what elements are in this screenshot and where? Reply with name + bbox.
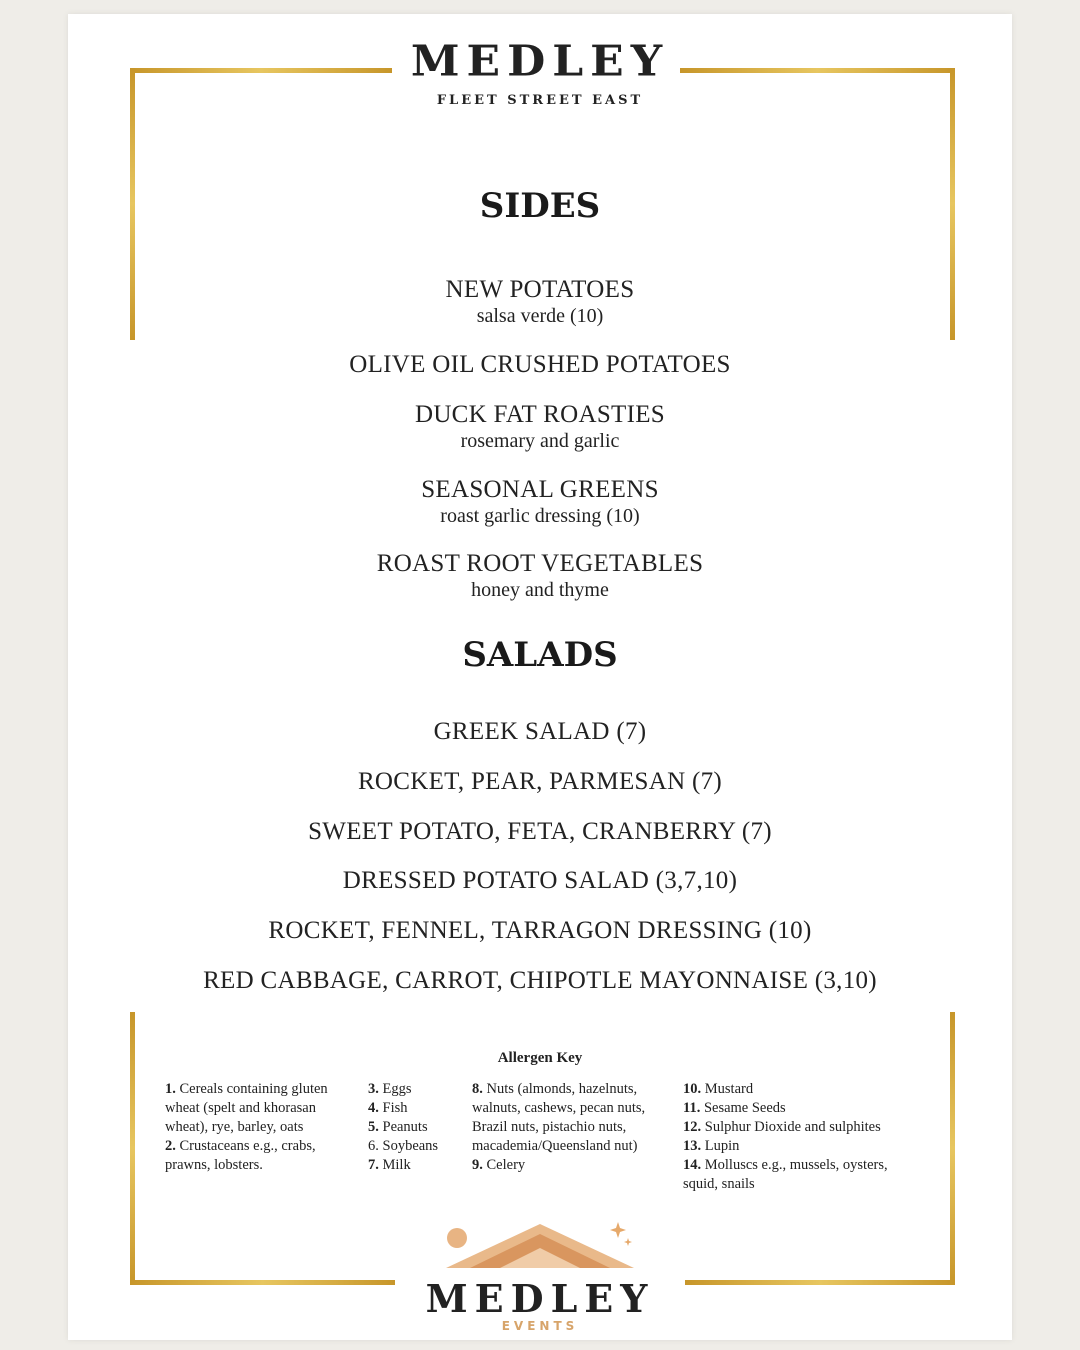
menu-item — [0, 276, 1080, 328]
allergen-col-2 — [368, 1080, 468, 1175]
item-name: SEASONAL GREENS — [421, 476, 659, 503]
mountain-sun-icon — [440, 1216, 640, 1274]
item-desc: roast garlic dressing (10) — [440, 505, 640, 527]
header-logo — [0, 36, 1080, 108]
menu-item — [0, 818, 1080, 846]
allergen-line: 5. Peanuts — [368, 1119, 428, 1135]
allergen-line: 7. Milk — [368, 1157, 411, 1173]
menu-item — [0, 401, 1080, 453]
allergen-line: 1. Cereals containing gluten — [165, 1081, 328, 1097]
allergen-line: wheat (spelt and khorasan — [165, 1100, 316, 1116]
item-desc: honey and thyme — [471, 579, 609, 601]
allergen-line: 9. Celery — [472, 1157, 526, 1173]
menu-item — [0, 917, 1080, 945]
menu-item — [0, 867, 1080, 895]
allergen-line: 3. Eggs — [368, 1081, 412, 1097]
allergen-key-title: Allergen Key — [497, 1050, 583, 1066]
menu-item — [0, 351, 1080, 379]
menu-item — [0, 550, 1080, 602]
allergen-line: prawns, lobsters. — [165, 1157, 263, 1173]
menu-item — [0, 476, 1080, 528]
item-name: OLIVE OIL CRUSHED POTATOES — [349, 351, 731, 378]
footer-sub: EVENTS — [501, 1319, 579, 1333]
salads-title: SALADS — [462, 635, 618, 675]
item-desc: salsa verde (10) — [476, 305, 604, 327]
footer-logo — [0, 1216, 1080, 1333]
menu-item — [0, 967, 1080, 995]
allergen-line: macademia/Queensland nut) — [472, 1138, 638, 1154]
logo-location: FLEET STREET EAST — [436, 93, 644, 108]
allergen-line: wheat), rye, barley, oats — [165, 1119, 304, 1135]
allergen-line: squid, snails — [683, 1176, 755, 1192]
item-name: ROCKET, PEAR, PARMESAN (7) — [357, 768, 723, 795]
allergen-line: 6. Soybeans — [368, 1138, 439, 1154]
item-name: RED CABBAGE, CARROT, CHIPOTLE MAYONNAISE (3,10) — [203, 967, 877, 994]
allergen-line: Brazil nuts, pistachio nuts, — [472, 1119, 627, 1135]
item-name: SWEET POTATO, FETA, CRANBERRY (7) — [308, 818, 772, 845]
allergen-line: 11. Sesame Seeds — [683, 1100, 786, 1116]
allergen-line: 4. Fish — [368, 1100, 408, 1116]
item-name: DUCK FAT ROASTIES — [414, 401, 666, 428]
footer-wordmark: MEDLEY — [425, 1276, 655, 1321]
allergen-line: walnuts, cashews, pecan nuts, — [472, 1100, 646, 1116]
item-name: ROCKET, FENNEL, TARRAGON DRESSING (10) — [268, 917, 812, 944]
logo-wordmark: MEDLEY — [410, 37, 670, 86]
allergen-line: 12. Sulphur Dioxide and sulphites — [683, 1119, 881, 1135]
allergen-line: 14. Molluscs e.g., mussels, oysters, — [683, 1157, 888, 1173]
menu-item — [0, 718, 1080, 746]
allergen-line: 8. Nuts (almonds, hazelnuts, — [472, 1081, 638, 1097]
allergen-col-1 — [165, 1080, 360, 1175]
allergen-line: 10. Mustard — [683, 1081, 754, 1097]
allergen-col-3 — [472, 1080, 677, 1175]
item-name: GREEK SALAD (7) — [433, 718, 647, 745]
item-name: NEW POTATOES — [445, 276, 635, 303]
item-desc: rosemary and garlic — [460, 430, 620, 452]
item-name: ROAST ROOT VEGETABLES — [376, 550, 704, 577]
sides-title: SIDES — [479, 186, 601, 226]
allergen-line: 2. Crustaceans e.g., crabs, — [165, 1138, 316, 1154]
allergen-line: 13. Lupin — [683, 1138, 740, 1154]
item-name: DRESSED POTATO SALAD (3,7,10) — [342, 867, 738, 894]
allergen-col-4 — [683, 1080, 943, 1194]
menu-item — [0, 768, 1080, 796]
